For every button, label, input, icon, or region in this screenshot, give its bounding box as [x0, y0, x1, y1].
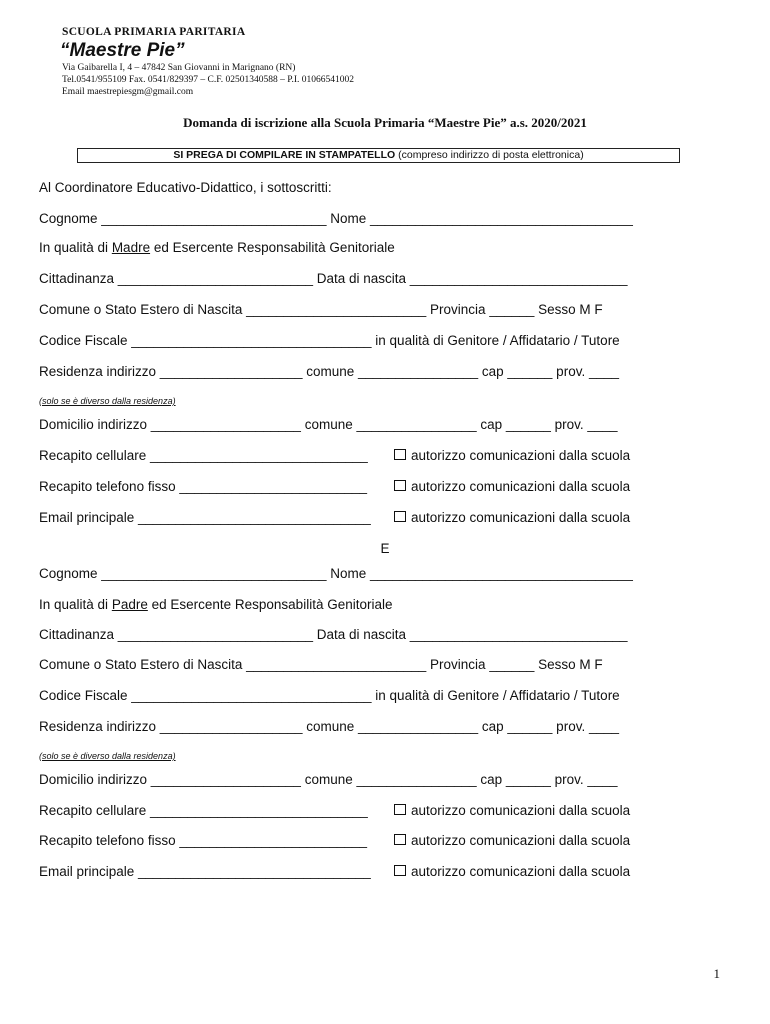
- p2-domicilio-field[interactable]: Domicilio indirizzo ____________________ comune ________________ cap ______ prov. ____: [39, 772, 618, 787]
- p2-codice-fiscale-field[interactable]: Codice Fiscale ________________________________ in qualità di Genitore / Affidatario / Tutore: [39, 688, 620, 703]
- p2-email-consent[interactable]: [394, 864, 630, 879]
- checkbox-icon[interactable]: [394, 511, 406, 522]
- form-title: Domanda di iscrizione alla Scuola Primaria “Maestre Pie” a.s. 2020/2021: [183, 115, 587, 130]
- checkbox-icon[interactable]: [394, 834, 406, 845]
- consent-label: autorizzo comunicazioni dalla scuola: [411, 833, 631, 848]
- p1-qualita-post: ed Esercente Responsabilità Genitoriale: [150, 240, 395, 255]
- p1-qualita: [39, 240, 395, 255]
- p1-email-consent[interactable]: [394, 510, 630, 525]
- page-number: 1: [713, 966, 720, 981]
- address-line-2: Tel.0541/955109 Fax. 0541/829397 – C.F. 02501340588 – P.I. 01066541002: [62, 75, 355, 85]
- p1-cognome-nome-field[interactable]: Cognome ______________________________ Nome ___________________________________: [39, 211, 633, 226]
- p1-domicilio-field[interactable]: Domicilio indirizzo ____________________ comune ________________ cap ______ prov. ____: [39, 417, 618, 432]
- consent-label: autorizzo comunicazioni dalla scuola: [411, 479, 631, 494]
- p1-comune-nascita-field[interactable]: Comune o Stato Estero di Nascita ________________________ Provincia ______ Sesso M F: [39, 302, 603, 317]
- p2-cognome-nome-field[interactable]: Cognome ______________________________ Nome ___________________________________: [39, 566, 633, 581]
- p2-fisso-field[interactable]: Recapito telefono fisso _________________________: [39, 833, 368, 848]
- address-line-3: Email maestrepiesgm@gmail.com: [62, 87, 194, 97]
- notice-rest: (compreso indirizzo di posta elettronica): [395, 149, 584, 161]
- p2-qualita-pre: In qualità di: [39, 597, 112, 612]
- p2-domicilio-note: (solo se è diverso dalla residenza): [39, 751, 176, 761]
- notice-box: [77, 148, 680, 163]
- p2-email-field[interactable]: Email principale _______________________________: [39, 864, 371, 879]
- p1-cittadinanza-field[interactable]: Cittadinanza __________________________ Data di nascita _____________________________: [39, 271, 628, 286]
- p2-qualita: [39, 597, 393, 612]
- p1-domicilio-note: (solo se è diverso dalla residenza): [39, 396, 176, 406]
- p1-email-field[interactable]: Email principale _______________________________: [39, 510, 371, 525]
- p1-cellulare-field[interactable]: Recapito cellulare _____________________________: [39, 448, 368, 463]
- p2-fisso-consent[interactable]: [394, 833, 630, 848]
- checkbox-icon[interactable]: [394, 449, 406, 460]
- p1-codice-fiscale-field[interactable]: Codice Fiscale ________________________________ in qualità di Genitore / Affidatario / Tutore: [39, 333, 620, 348]
- consent-label: autorizzo comunicazioni dalla scuola: [411, 448, 631, 463]
- p2-qualita-post: ed Esercente Responsabilità Genitoriale: [147, 597, 393, 612]
- p1-qualita-pre: In qualità di: [39, 240, 112, 255]
- p1-fisso-consent[interactable]: [394, 479, 630, 494]
- checkbox-icon[interactable]: [394, 865, 406, 876]
- p1-fisso-field[interactable]: Recapito telefono fisso _________________________: [39, 479, 368, 494]
- p2-cellulare-consent[interactable]: [394, 803, 630, 818]
- p1-residenza-field[interactable]: Residenza indirizzo ___________________ comune ________________ cap ______ prov. ____: [39, 364, 619, 379]
- address-line-1: Via Gaibarella I, 4 – 47842 San Giovanni in Marignano (RN): [62, 63, 296, 73]
- p2-qualita-role: Padre: [111, 597, 148, 612]
- p2-comune-nascita-field[interactable]: Comune o Stato Estero di Nascita ________________________ Provincia ______ Sesso M F: [39, 657, 603, 672]
- checkbox-icon[interactable]: [394, 804, 406, 815]
- p2-cittadinanza-field[interactable]: Cittadinanza __________________________ Data di nascita _____________________________: [39, 627, 628, 642]
- checkbox-icon[interactable]: [394, 480, 406, 491]
- p2-cellulare-field[interactable]: Recapito cellulare _____________________________: [39, 803, 368, 818]
- p2-residenza-field[interactable]: Residenza indirizzo ___________________ comune ________________ cap ______ prov. ____: [39, 719, 619, 734]
- school-name: “Maestre Pie”: [60, 40, 185, 61]
- school-type: SCUOLA PRIMARIA PARITARIA: [62, 26, 246, 38]
- p1-qualita-role: Madre: [111, 240, 151, 255]
- notice-bold: SI PREGA DI COMPILARE IN STAMPATELLO: [173, 149, 396, 161]
- p1-cellulare-consent[interactable]: [394, 448, 630, 463]
- intro-text: Al Coordinatore Educativo-Didattico, i sottoscritti:: [39, 180, 332, 195]
- consent-label: autorizzo comunicazioni dalla scuola: [411, 803, 631, 818]
- consent-label: autorizzo comunicazioni dalla scuola: [411, 510, 631, 525]
- consent-label: autorizzo comunicazioni dalla scuola: [411, 864, 631, 879]
- separator-e: E: [380, 541, 390, 556]
